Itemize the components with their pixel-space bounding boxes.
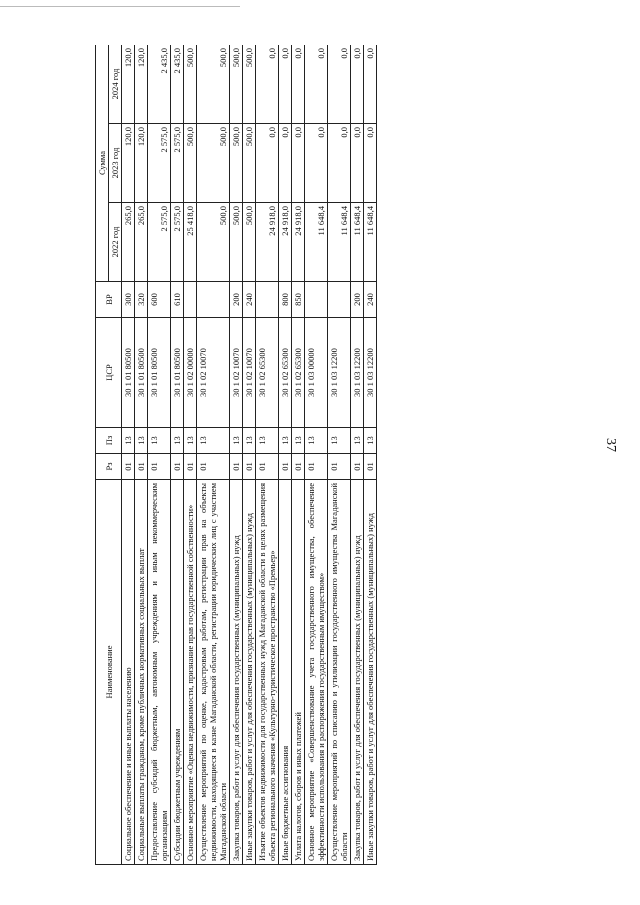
cell-rz: 01 <box>184 454 197 480</box>
cell-name: Закупка товаров, работ и услуг для обеспечения государственных (муниципальных) нужд <box>351 480 364 865</box>
table-row <box>279 45 292 865</box>
cell-2022: 265,0 <box>122 203 135 282</box>
cell-2022: 500,0 <box>230 203 243 282</box>
cell-pz: 13 <box>243 428 256 454</box>
cell-2022: 11 648,4 <box>351 203 364 282</box>
cell-csr: 30 1 01 80500 <box>135 318 148 428</box>
cell-2022: 2 575,0 <box>171 203 184 282</box>
cell-2022: 500,0 <box>197 203 230 282</box>
col-pz-header: Пз <box>96 428 122 454</box>
cell-2022: 24 918,0 <box>279 203 292 282</box>
cell-2023: 0,0 <box>256 124 279 203</box>
table-rotated <box>95 45 595 865</box>
col-2023-header: 2023 год <box>109 124 122 203</box>
cell-2022: 11 648,4 <box>364 203 377 282</box>
cell-2024: 120,0 <box>135 45 148 124</box>
cell-pz: 13 <box>122 428 135 454</box>
table-row <box>197 45 230 865</box>
cell-rz: 01 <box>256 454 279 480</box>
cell-csr: 30 1 03 12200 <box>328 318 351 428</box>
cell-2022: 24 918,0 <box>256 203 279 282</box>
cell-csr: 30 1 02 65300 <box>256 318 279 428</box>
cell-csr: 30 1 01 80500 <box>148 318 171 428</box>
cell-pz: 13 <box>364 428 377 454</box>
budget-table <box>95 45 377 865</box>
cell-rz: 01 <box>230 454 243 480</box>
cell-pz: 13 <box>351 428 364 454</box>
cell-rz: 01 <box>279 454 292 480</box>
cell-pz: 13 <box>292 428 305 454</box>
cell-2024: 500,0 <box>197 45 230 124</box>
cell-2023: 0,0 <box>292 124 305 203</box>
table-row <box>256 45 279 865</box>
cell-pz: 13 <box>171 428 184 454</box>
cell-2023: 120,0 <box>122 124 135 203</box>
cell-2023: 0,0 <box>305 124 328 203</box>
cell-2024: 0,0 <box>305 45 328 124</box>
cell-csr: 30 1 03 12200 <box>351 318 364 428</box>
table-row <box>292 45 305 865</box>
cell-2024: 0,0 <box>364 45 377 124</box>
table-row <box>184 45 197 865</box>
cell-2023: 500,0 <box>243 124 256 203</box>
cell-vr <box>256 282 279 318</box>
cell-rz: 01 <box>351 454 364 480</box>
cell-name: Осуществление мероприятий по оценке, кадастровым работам, регистрации прав на объекты недвижимости, находящиеся в казне Магаданской области, регистрации юридических лиц с участием Магаданской области <box>197 480 230 865</box>
page-number: 37 <box>603 438 618 452</box>
col-2024-header: 2024 год <box>109 45 122 124</box>
cell-rz: 01 <box>148 454 171 480</box>
col-sum-header: Сумма <box>96 45 109 282</box>
cell-vr: 610 <box>171 282 184 318</box>
table-body <box>122 45 377 865</box>
cell-2022: 2 575,0 <box>148 203 171 282</box>
table-row <box>243 45 256 865</box>
cell-csr: 30 1 02 65300 <box>292 318 305 428</box>
cell-rz: 01 <box>364 454 377 480</box>
cell-rz: 01 <box>305 454 328 480</box>
col-rz-header: Рз <box>96 454 122 480</box>
cell-name: Иные бюджетные ассигнования <box>279 480 292 865</box>
cell-vr <box>197 282 230 318</box>
cell-rz: 01 <box>243 454 256 480</box>
cell-csr: 30 1 02 00000 <box>184 318 197 428</box>
cell-name: Основное мероприятие «Оценка недвижимости, признание прав государственной собственности» <box>184 480 197 865</box>
cell-csr: 30 1 03 12200 <box>364 318 377 428</box>
cell-name: Уплата налогов, сборов и иных платежей <box>292 480 305 865</box>
col-vr-header: ВР <box>96 282 122 318</box>
table-header <box>96 45 122 865</box>
cell-vr <box>305 282 328 318</box>
cell-vr <box>184 282 197 318</box>
cell-2023: 0,0 <box>351 124 364 203</box>
cell-2022: 265,0 <box>135 203 148 282</box>
cell-vr: 300 <box>122 282 135 318</box>
cell-2024: 0,0 <box>279 45 292 124</box>
cell-csr: 30 1 02 10070 <box>230 318 243 428</box>
cell-pz: 13 <box>184 428 197 454</box>
cell-vr: 200 <box>230 282 243 318</box>
table-row <box>135 45 148 865</box>
cell-name: Предоставление субсидий бюджетным, автономным учреждениям и иным некоммерческим организациям <box>148 480 171 865</box>
cell-name: Осуществление мероприятий по списанию и утилизации государственного имущества Магаданской области <box>328 480 351 865</box>
cell-2023: 500,0 <box>230 124 243 203</box>
table-frame <box>95 45 595 865</box>
cell-rz: 01 <box>171 454 184 480</box>
col-csr-header: ЦСР <box>96 318 122 428</box>
cell-vr: 850 <box>292 282 305 318</box>
cell-pz: 13 <box>305 428 328 454</box>
col-2022-header: 2022 год <box>109 203 122 282</box>
cell-rz: 01 <box>328 454 351 480</box>
cell-rz: 01 <box>197 454 230 480</box>
table-row <box>328 45 351 865</box>
cell-2024: 2 435,0 <box>148 45 171 124</box>
cell-2022: 24 918,0 <box>292 203 305 282</box>
cell-pz: 13 <box>328 428 351 454</box>
cell-name: Социальные выплаты гражданам, кроме публичных нормативных социальных выплат <box>135 480 148 865</box>
cell-2024: 2 435,0 <box>171 45 184 124</box>
cell-vr: 600 <box>148 282 171 318</box>
cell-2022: 500,0 <box>243 203 256 282</box>
cell-vr: 200 <box>351 282 364 318</box>
header-row-1 <box>96 45 109 865</box>
cell-2023: 0,0 <box>279 124 292 203</box>
cell-2022: 11 648,4 <box>305 203 328 282</box>
cell-name: Изъятие объектов недвижимости для государственных нужд Магаданской области в целях размещения объекта регионального значения «Культурно-туристическое пространство «Премьер» <box>256 480 279 865</box>
cell-name: Субсидии бюджетным учреждениям <box>171 480 184 865</box>
cell-csr: 30 1 02 10070 <box>243 318 256 428</box>
table-row <box>230 45 243 865</box>
table-row <box>351 45 364 865</box>
cell-csr: 30 1 03 00000 <box>305 318 328 428</box>
cell-pz: 13 <box>197 428 230 454</box>
table-row <box>171 45 184 865</box>
cell-pz: 13 <box>148 428 171 454</box>
cell-2023: 120,0 <box>135 124 148 203</box>
cell-vr: 800 <box>279 282 292 318</box>
cell-2024: 0,0 <box>351 45 364 124</box>
cell-2023: 500,0 <box>197 124 230 203</box>
cell-2023: 0,0 <box>364 124 377 203</box>
cell-rz: 01 <box>292 454 305 480</box>
cell-2024: 500,0 <box>243 45 256 124</box>
cell-csr: 30 1 01 80500 <box>122 318 135 428</box>
cell-rz: 01 <box>122 454 135 480</box>
cell-name: Иные закупки товаров, работ и услуг для обеспечения государственных (муниципальных) нужд <box>243 480 256 865</box>
table-row <box>148 45 171 865</box>
cell-vr: 240 <box>364 282 377 318</box>
cell-vr: 320 <box>135 282 148 318</box>
col-name-header: Наименование <box>96 480 122 865</box>
cell-2024: 0,0 <box>328 45 351 124</box>
cell-2024: 0,0 <box>256 45 279 124</box>
cell-2023: 2 575,0 <box>148 124 171 203</box>
cell-csr: 30 1 02 65300 <box>279 318 292 428</box>
cell-name: Иные закупки товаров, работ и услуг для обеспечения государственных (муниципальных) нужд <box>364 480 377 865</box>
cell-2024: 500,0 <box>184 45 197 124</box>
cell-2024: 500,0 <box>230 45 243 124</box>
cell-name: Основное мероприятие «Совершенствование учета государственного имущества, обеспечение эффективности использования и распоряжения государственным имуществом» <box>305 480 328 865</box>
cell-rz: 01 <box>135 454 148 480</box>
cell-pz: 13 <box>135 428 148 454</box>
cell-name: Закупка товаров, работ и услуг для обеспечения государственных (муниципальных) нужд <box>230 480 243 865</box>
cell-2023: 2 575,0 <box>171 124 184 203</box>
cell-csr: 30 1 01 80500 <box>171 318 184 428</box>
table-row <box>364 45 377 865</box>
cell-pz: 13 <box>279 428 292 454</box>
cell-2022: 25 418,0 <box>184 203 197 282</box>
cell-pz: 13 <box>256 428 279 454</box>
cell-2023: 500,0 <box>184 124 197 203</box>
cell-2023: 0,0 <box>328 124 351 203</box>
cell-vr: 240 <box>243 282 256 318</box>
table-row <box>305 45 328 865</box>
cell-2022: 11 648,4 <box>328 203 351 282</box>
cell-2024: 120,0 <box>122 45 135 124</box>
cell-2024: 0,0 <box>292 45 305 124</box>
cell-vr <box>328 282 351 318</box>
cell-pz: 13 <box>230 428 243 454</box>
cell-csr: 30 1 02 10070 <box>197 318 230 428</box>
cell-name: Социальное обеспечение и иные выплаты населению <box>122 480 135 865</box>
top-rule <box>0 6 240 7</box>
table-row <box>122 45 135 865</box>
